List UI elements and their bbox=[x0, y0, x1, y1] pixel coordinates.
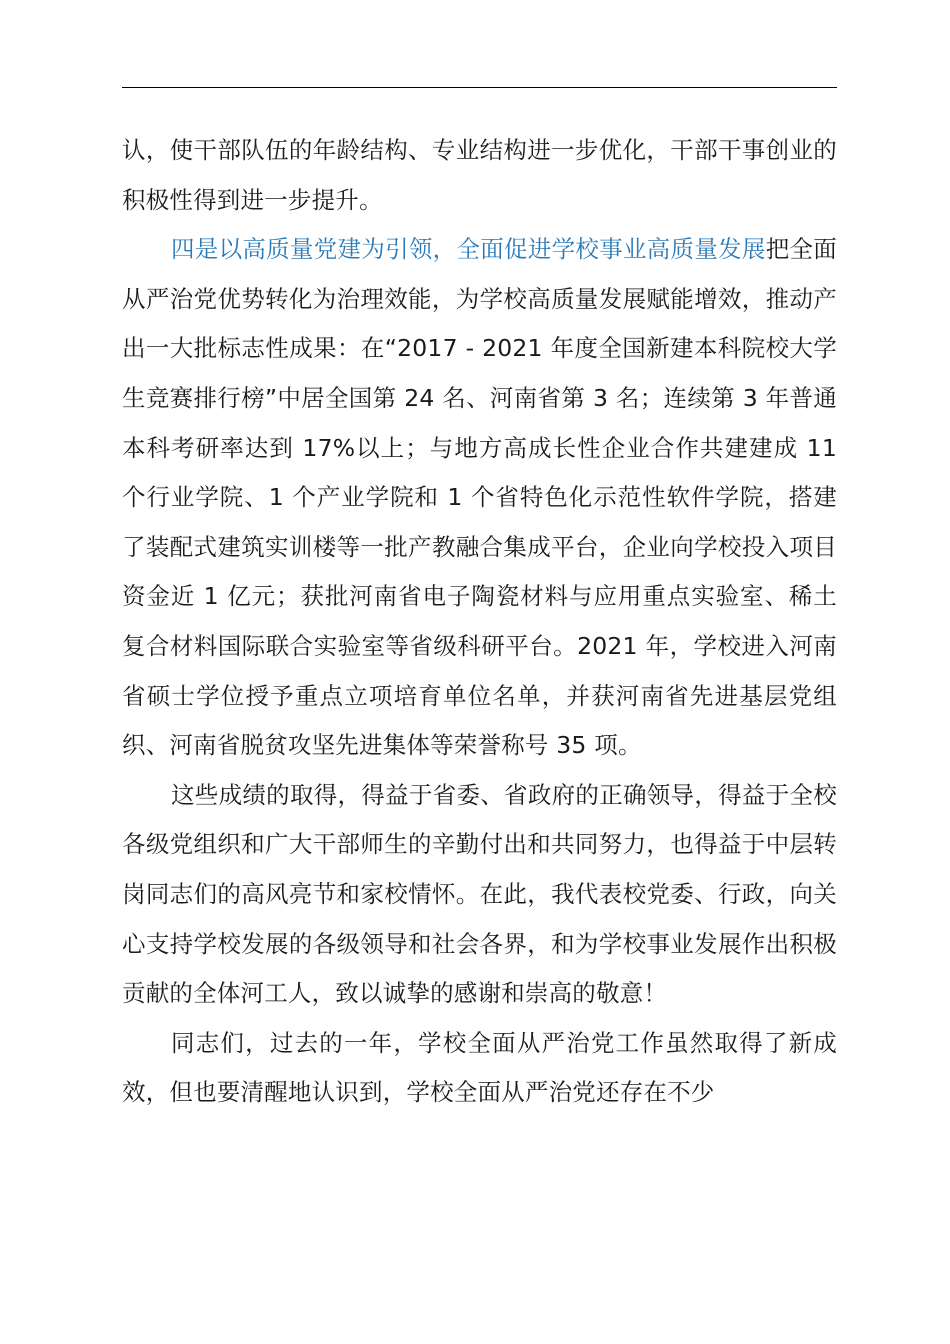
paragraph-continuation: 认，使干部队伍的年龄结构、专业结构进一步优化，干部干事创业的积极性得到进一步提升。 bbox=[122, 136, 837, 214]
paragraph-section-four bbox=[122, 225, 837, 771]
section-heading: 四是以高质量党建为引领，全面促进学校事业高质量发展 bbox=[171, 235, 766, 264]
header-rule bbox=[122, 87, 837, 88]
paragraph-closing: 同志们，过去的一年，学校全面从严治党工作虽然取得了新成效，但也要清醒地认识到，学校全面从严治党还存在不少 bbox=[122, 1028, 837, 1107]
section-body-text: 把全面从严治党优势转化为治理效能，为学校高质量发展赋能增效，推动产出一大批标志性成果：在“2017 - 2021 年度全国新建本科院校大学生竞赛排行榜”中居全国第 24 名、河南省第 3 名；连续第 3 年普通本科考研率达到 17%以上；与地方高成长性企业合作共建建成 11 个行业学院、1 个产业学院和 1 个省特色化示范性软件学院，搭建了装配式建筑实训楼等一批产教融合集成平台，企业向学校投入项目资金近 1 亿元；获批河南省电子陶瓷材料与应用重点实验室、稀土复合材料国际联合实验室等省级科研平台。2021 年，学校进入河南省硕士学位授予重点立项培育单位名单，并获河南省先进基层党组织、河南省脱贫攻坚先进集体等荣誉称号 35 项。 bbox=[122, 235, 837, 760]
document-body bbox=[122, 126, 837, 1118]
paragraph-thanks: 这些成绩的取得，得益于省委、省政府的正确领导，得益于全校各级党组织和广大干部师生的辛勤付出和共同努力，也得益于中层转岗同志们的高风亮节和家校情怀。在此，我代表校党委、行政，向关心支持学校发展的各级领导和社会各界，和为学校事业发展作出积极贡献的全体河工人，致以诚挚的感谢和崇高的敬意！ bbox=[122, 780, 837, 1008]
